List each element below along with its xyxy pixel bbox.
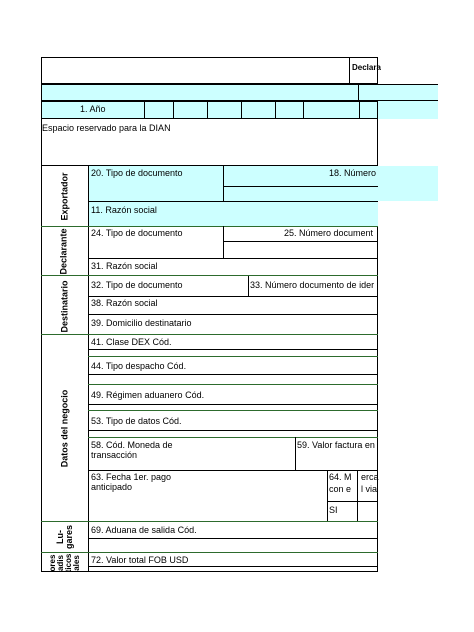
field-58-label: 58. Cód. Moneda de transacción (91, 440, 173, 460)
divider (88, 258, 378, 259)
field-49-label: 49. Régimen aduanero Cód. (91, 390, 205, 400)
field-64-si-label: SI (329, 505, 338, 515)
divider (223, 226, 224, 258)
year-cell-7[interactable] (359, 101, 378, 119)
section-exportador: Exportador (59, 172, 70, 221)
divider (327, 470, 328, 521)
year-cell-4[interactable] (241, 101, 275, 119)
field-41-label: 41. Clase DEX Cód. (91, 337, 172, 347)
field-53-label: 53. Tipo de datos Cód. (91, 416, 182, 426)
divider (88, 349, 378, 350)
year-cell-5[interactable] (275, 101, 303, 119)
field-25-label: 25. Número document (284, 228, 374, 238)
divider (88, 374, 378, 375)
field-64-label-a: 64. M (329, 472, 352, 482)
divider (88, 314, 378, 315)
year-cell-3[interactable] (207, 101, 241, 119)
section-datos-negocio: Datos del negocio (59, 389, 70, 467)
divider (223, 241, 378, 242)
field-69-label: 69. Aduana de salida Cód. (91, 525, 197, 535)
field-39-label: 39. Domicilio destinatario (91, 318, 192, 328)
divider (88, 470, 378, 471)
form-header-box (41, 57, 378, 84)
field-11-label: 11. Razón social (91, 205, 157, 215)
divider (88, 538, 378, 539)
section-divider (41, 226, 378, 227)
form-title: Declara (352, 63, 381, 72)
section-declarante: Declarante (59, 228, 69, 275)
divider (327, 501, 378, 502)
divider (88, 404, 378, 405)
field-72-label: 72. Valor total FOB USD (91, 555, 189, 565)
field-64-label-b: con e (329, 484, 352, 494)
field-24-label: 24. Tipo de documento (91, 228, 183, 238)
year-cell-2[interactable] (173, 101, 207, 119)
divider (88, 566, 378, 567)
divider (88, 430, 378, 431)
year-cell-6[interactable] (303, 101, 359, 119)
field-18-label: 18. Número (329, 168, 377, 178)
cyan-band-top (41, 84, 438, 101)
field-59-label: 59. Valor factura en (297, 440, 375, 450)
cyan-band-right (378, 101, 438, 119)
divider (295, 437, 296, 470)
field-31-label: 31. Razón social (91, 261, 158, 271)
field-44-label: 44. Tipo despacho Cód. (91, 361, 187, 371)
section-destinatario: Destinatario (59, 279, 70, 333)
field-33-label: 33. Número documento de ider (250, 280, 375, 290)
section-valores: ores adis ticos ales (47, 553, 81, 572)
year-label: 1. Año (80, 104, 106, 114)
divider (88, 356, 378, 357)
divider (88, 384, 378, 385)
section-divider (41, 275, 378, 276)
section-divider (41, 334, 378, 335)
section-lugares: Lu- gares (54, 524, 74, 550)
divider (88, 296, 378, 297)
divider (88, 410, 378, 411)
field-64-label-d: l via (361, 484, 378, 494)
divider (357, 470, 358, 521)
field-38-label: 38. Razón social (91, 298, 158, 308)
section-divider (41, 521, 378, 522)
field-63-label: 63. Fecha 1er. pago anticipado (91, 472, 172, 492)
field-20-label: 20. Tipo de documento (91, 168, 183, 178)
field-64-label-c: erca (361, 472, 379, 482)
dian-reserved-label: Espacio reservado para la DIAN (42, 123, 171, 133)
divider (358, 84, 359, 101)
year-cell-1[interactable] (144, 101, 173, 119)
field-32-label: 32. Tipo de documento (91, 280, 183, 290)
divider (88, 437, 378, 438)
divider (248, 276, 249, 296)
divider (223, 186, 378, 187)
section-divider (41, 552, 378, 553)
